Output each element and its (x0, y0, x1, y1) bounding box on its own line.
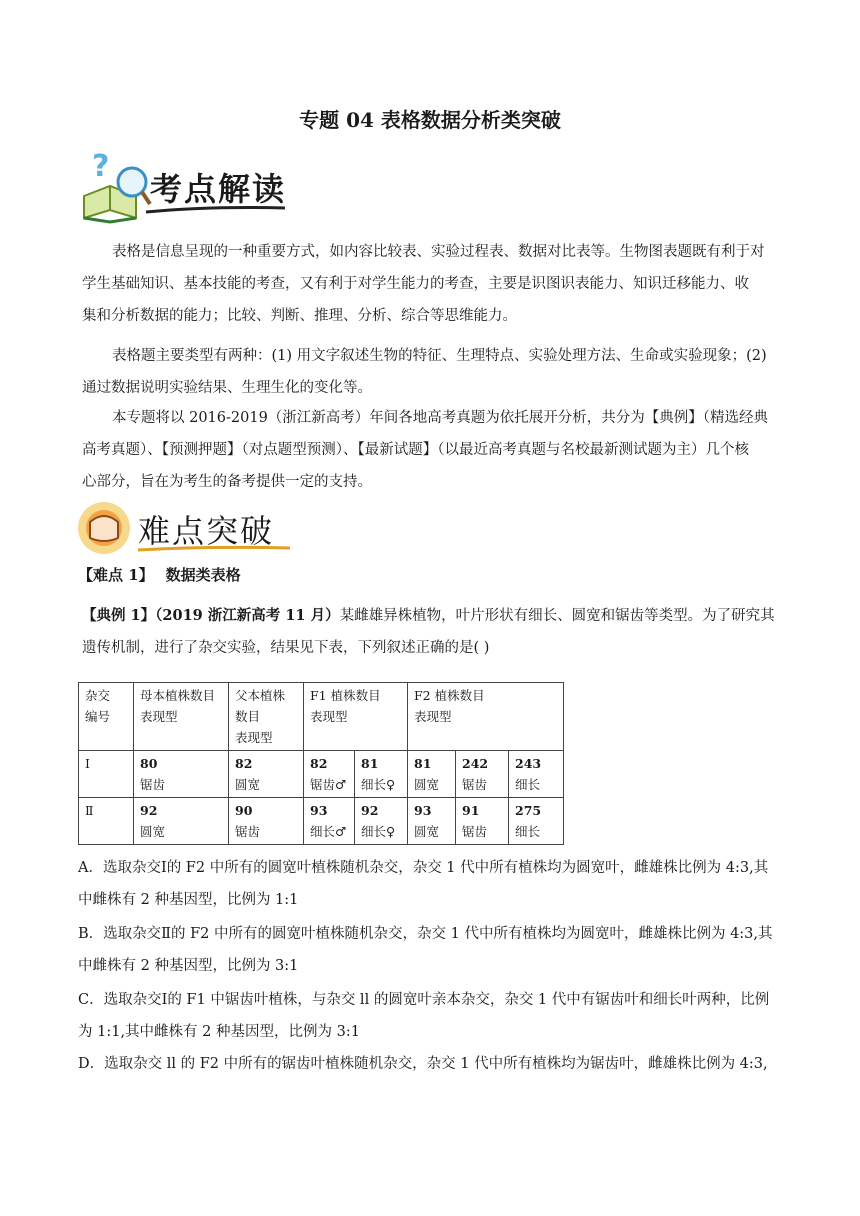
intro-paragraph-2: 表格题主要类型有两种：(1) 用文字叙述生物的特征、生理特点、实验处理方法、生命或实验现象；(2) 通过数据说明实验结果、生理生化的变化等。 (82, 348, 767, 396)
cross-results-table (78, 682, 564, 845)
header-f2: F2 植株数目 表现型 (408, 683, 564, 751)
table-row: Ⅱ 92 圆宽 90 锯齿 93 细长♂ 92 细长♀ 93 圆宽 91 锯齿 275 细长 (79, 798, 564, 845)
banner-difficulty (78, 500, 293, 558)
example-line-1: 某雌雄异株植物，叶片形状有细长、圆宽和锯齿等类型。为了研究其 (339, 608, 775, 624)
option-c: C．选取杂交Ⅰ的 F1 中锯齿叶植株，与杂交 ll 的圆宽叶亲本杂交，杂交 1 代中有锯齿叶和细长叶两种，比例 为 1:1,其中雌株有 2 种基因型，比例为 3:1 (78, 992, 770, 1040)
intro-paragraph-3: 本专题将以 2016-2019（浙江新高考）年间各地高考真题为依托展开分析，共分为【典例】（精选经典 高考真题）、【预测押题】（对点题型预测）、【最新试题】（以最近高考真题与名校最新测试题为主）几个核 心部分，旨在为考生的备考提供一定的支持。 (82, 410, 769, 490)
banner-difficulty-text: 难点突破 (138, 512, 275, 550)
difficulty-heading (78, 564, 241, 585)
banner-key-points-text: 考点解读 (150, 170, 287, 208)
page-title: 专题 04 表格数据分析类突破 (299, 108, 561, 132)
intro-paragraph-1: 表格是信息呈现的一种重要方式，如内容比较表、实验过程表、数据对比表等。生物图表题既有利于对 学生基础知识、基本技能的考查，又有利于对学生能力的考查，主要是识图识表能力、知识迁移能力、收 集和分析数据的能力；比较、判断、推理、分析、综合等思维能力。 (82, 244, 765, 324)
example-question (82, 600, 787, 664)
option-d: D．选取杂交 ll 的 F2 中所有的锯齿叶植株随机杂交，杂交 1 代中所有植株均为锯齿叶，雌雄株比例为 4:3, (78, 1056, 768, 1072)
svg-text:?: ? (92, 149, 110, 184)
header-cross-id: 杂交 编号 (79, 683, 134, 751)
difficulty-title: 数据类表格 (165, 566, 241, 584)
option-b: B．选取杂交Ⅱ的 F2 中所有的圆宽叶植株随机杂交，杂交 1 代中所有植株均为圆宽叶，雌雄株比例为 4:3,其 中雌株有 2 种基因型，比例为 3:1 (78, 926, 773, 974)
header-f1: F1 植株数目 表现型 (304, 683, 408, 751)
table-header-row (79, 683, 564, 751)
example-line-2: 遗传机制，进行了杂交实验，结果见下表，下列叙述正确的是( ) (82, 640, 490, 656)
example-source: （2019 浙江新高考 11 月） (155, 607, 340, 624)
option-a: A．选取杂交Ⅰ的 F2 中所有的圆宽叶植株随机杂交，杂交 1 代中所有植株均为圆宽叶，雌雄株比例为 4:3,其 中雌株有 2 种基因型，比例为 1:1 (78, 860, 769, 908)
example-tag: 【典例 1】 (82, 607, 156, 624)
header-mother: 母本植株数目 表现型 (134, 683, 229, 751)
banner-key-points (80, 146, 290, 226)
header-father: 父本植株 数目 表现型 (229, 683, 304, 751)
table-row: Ⅰ 80 锯齿 82 圆宽 82 锯齿♂ 81 细长♀ 81 圆宽 242 锯齿 243 细长 (79, 751, 564, 798)
difficulty-label: 【难点 1】 (78, 566, 154, 584)
